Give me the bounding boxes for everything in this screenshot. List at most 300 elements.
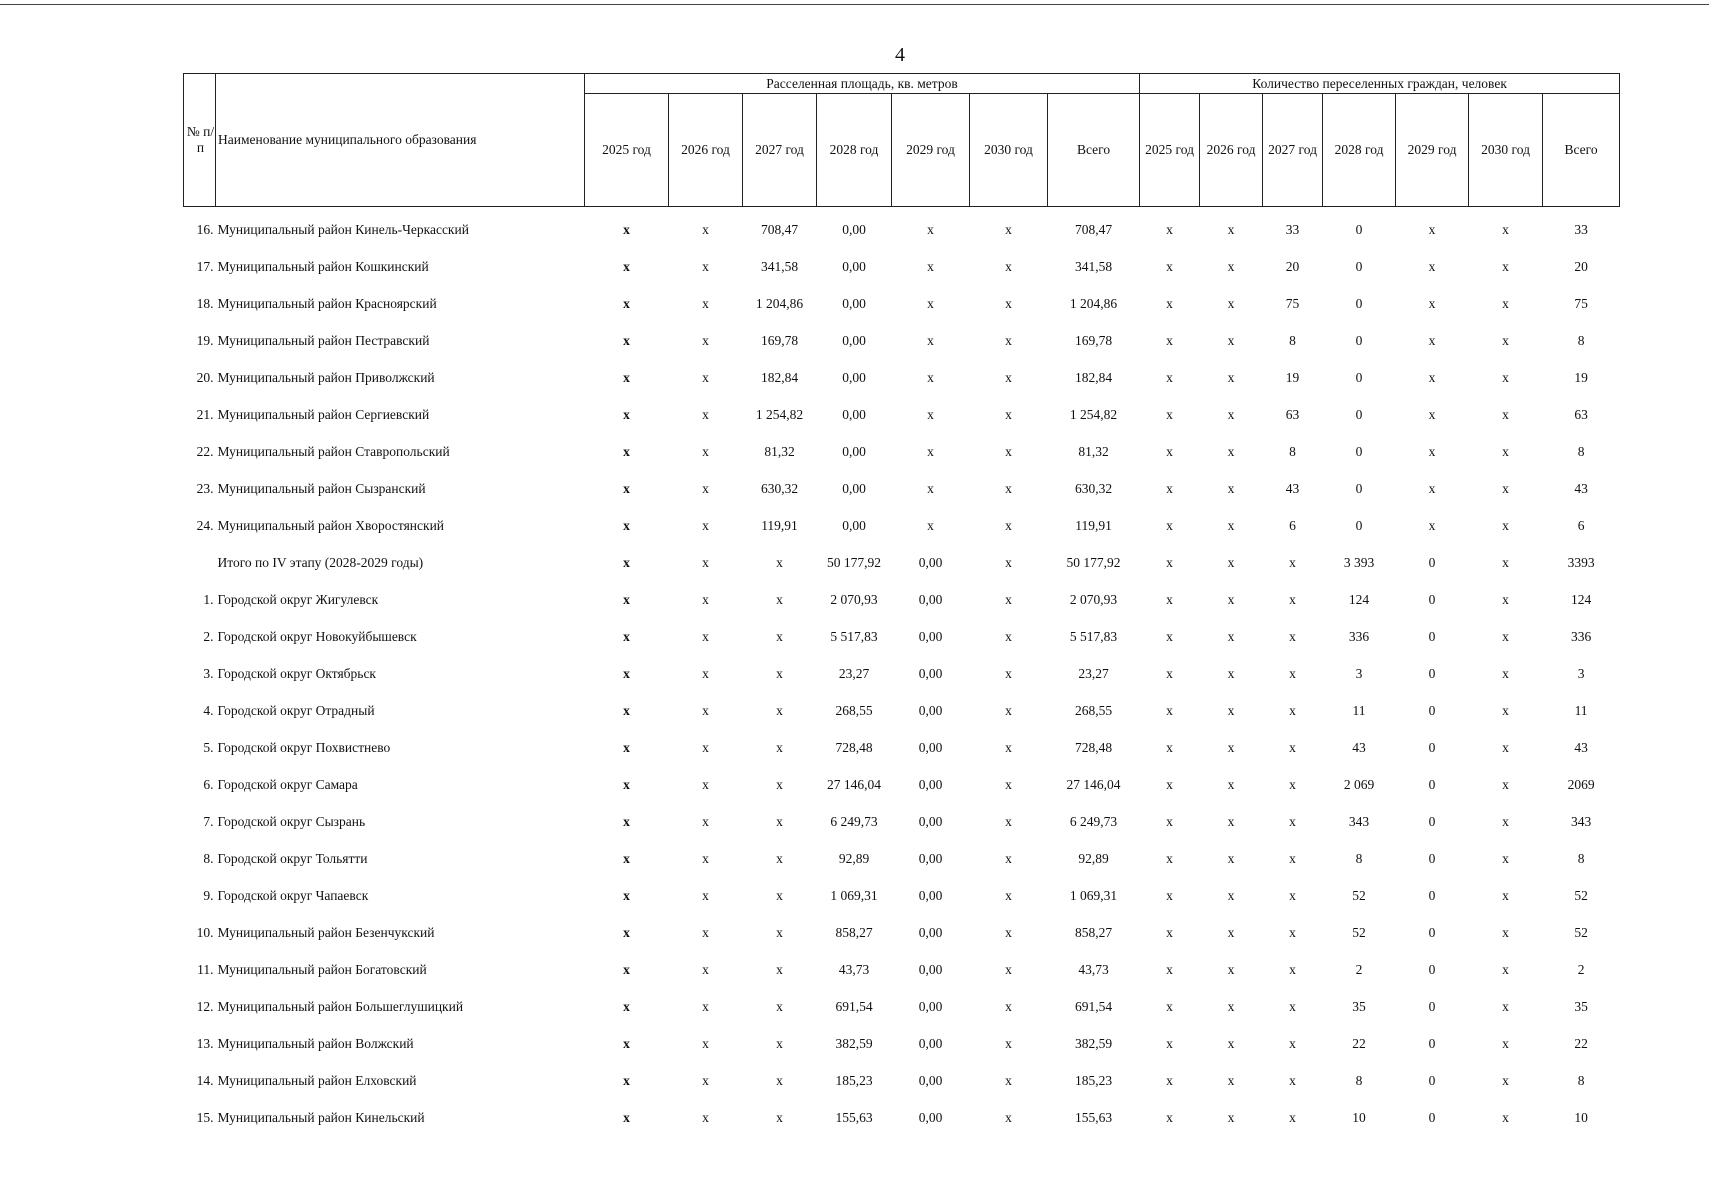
area-cell: x: [623, 850, 630, 866]
people-cell: x: [1502, 1072, 1509, 1088]
people-cell: x: [1502, 591, 1509, 607]
people-cell: x: [1289, 998, 1296, 1014]
people-cell: 8: [1289, 332, 1296, 348]
area-cell: 0,00: [918, 554, 943, 570]
area-cell: 2 070,93: [830, 591, 878, 607]
people-cell: x: [1289, 924, 1296, 940]
area-cell: x: [702, 961, 709, 977]
row-number: 14.: [196, 1072, 214, 1088]
row-name: Городской округ Жигулевск: [217, 591, 379, 607]
area-cell: x: [623, 665, 630, 681]
people-cell: x: [1166, 813, 1173, 829]
area-cell: 630,32: [760, 480, 799, 496]
row-name: Городской округ Октябрьск: [217, 665, 376, 681]
table-header: [184, 74, 1620, 207]
people-cell: x: [1166, 517, 1173, 533]
area-cell: 0,00: [842, 258, 866, 274]
people-cell: 0: [1355, 295, 1363, 311]
people-cell: x: [1227, 1109, 1235, 1125]
area-total-cell: 268,55: [1074, 702, 1113, 718]
row-name: Муниципальный район Сергиевский: [217, 406, 430, 422]
people-total-cell: 43: [1574, 480, 1588, 496]
area-cell: x: [702, 887, 709, 903]
area-cell: 0,00: [842, 517, 866, 533]
area-cell: x: [927, 443, 934, 459]
area-cell: x: [776, 887, 783, 903]
people-cell: x: [1502, 887, 1509, 903]
area-cell: x: [702, 554, 709, 570]
row-name: Муниципальный район Безенчукский: [217, 924, 435, 940]
table-row: [184, 729, 1620, 766]
table-row: [184, 1099, 1620, 1136]
area-cell: 708,47: [760, 221, 799, 237]
area-cell: x: [776, 850, 783, 866]
area-cell: 0,00: [918, 665, 943, 681]
people-cell: x: [1227, 924, 1235, 940]
top-border-line: [0, 4, 1709, 5]
people-cell: 11: [1352, 702, 1366, 718]
area-cell: 0,00: [918, 591, 943, 607]
area-total-cell: 630,32: [1074, 480, 1113, 496]
area-cell: x: [1005, 998, 1012, 1014]
people-cell: x: [1166, 961, 1173, 977]
area-cell: 43,73: [838, 961, 870, 977]
area-cell: x: [1005, 628, 1012, 644]
area-cell: x: [623, 924, 630, 940]
area-cell: 0,00: [918, 1109, 943, 1125]
people-total-cell: 52: [1574, 924, 1588, 940]
row-number: 21.: [196, 406, 214, 422]
area-total-cell: 2 070,93: [1069, 591, 1118, 607]
people-cell: x: [1502, 406, 1509, 422]
people-cell: 0: [1428, 924, 1436, 940]
people-cell: x: [1227, 850, 1235, 866]
row-name: Муниципальный район Большеглушицкий: [217, 998, 464, 1014]
header-people-year: 2028 год: [1323, 94, 1396, 207]
table-row: [184, 840, 1620, 877]
area-cell: x: [776, 739, 783, 755]
row-name: Муниципальный район Пестравский: [217, 332, 430, 348]
table-row: [184, 207, 1620, 249]
table-row: [184, 285, 1620, 322]
table-row: [184, 1025, 1620, 1062]
area-cell: x: [1005, 961, 1012, 977]
area-cell: x: [927, 406, 934, 422]
people-cell: x: [1502, 517, 1509, 533]
row-number: 20.: [196, 369, 214, 385]
people-cell: 343: [1348, 813, 1370, 829]
people-cell: x: [1227, 591, 1235, 607]
table-row: [184, 581, 1620, 618]
area-cell: x: [702, 480, 709, 496]
people-cell: x: [1227, 776, 1235, 792]
people-cell: x: [1166, 665, 1173, 681]
header-people-year: 2025 год: [1140, 94, 1200, 207]
area-cell: 0,00: [918, 998, 943, 1014]
row-number: 9.: [203, 887, 214, 903]
area-cell: x: [1005, 221, 1012, 237]
area-cell: x: [702, 1072, 709, 1088]
area-cell: x: [623, 1035, 630, 1051]
area-cell: x: [1005, 776, 1012, 792]
people-cell: 6: [1289, 517, 1296, 533]
area-cell: 6 249,73: [830, 813, 878, 829]
area-cell: x: [776, 776, 783, 792]
people-cell: x: [1289, 887, 1296, 903]
area-cell: 0,00: [842, 406, 866, 422]
row-name: Итого по IV этапу (2028-2029 годы): [217, 554, 424, 570]
area-cell: x: [927, 258, 934, 274]
area-total-cell: 23,27: [1078, 665, 1109, 681]
people-cell: x: [1227, 739, 1235, 755]
area-total-cell: 119,91: [1075, 517, 1112, 533]
row-name: Городской округ Чапаевск: [217, 887, 369, 903]
area-cell: 341,58: [760, 258, 799, 274]
people-cell: 0: [1428, 739, 1436, 755]
area-cell: 382,59: [835, 1035, 873, 1051]
people-cell: 63: [1285, 406, 1300, 422]
people-cell: 19: [1285, 369, 1300, 385]
people-cell: x: [1166, 1109, 1173, 1125]
people-cell: x: [1227, 258, 1235, 274]
people-cell: 0: [1428, 887, 1436, 903]
people-cell: x: [1227, 702, 1235, 718]
area-cell: 185,23: [835, 1072, 873, 1088]
row-number: 2.: [203, 628, 214, 644]
people-cell: x: [1502, 665, 1509, 681]
people-cell: x: [1502, 924, 1509, 940]
area-total-cell: 1 254,82: [1069, 406, 1118, 422]
people-cell: x: [1428, 332, 1436, 348]
row-number: 1.: [203, 591, 214, 607]
row-name: Городской округ Тольятти: [217, 850, 368, 866]
area-cell: x: [776, 702, 783, 718]
area-cell: 5 517,83: [830, 628, 878, 644]
area-cell: x: [623, 739, 630, 755]
people-cell: 0: [1428, 1109, 1436, 1125]
people-cell: 0: [1428, 628, 1436, 644]
area-cell: x: [623, 332, 630, 348]
people-cell: x: [1166, 628, 1173, 644]
area-cell: 858,27: [835, 924, 873, 940]
row-number: 8.: [203, 850, 214, 866]
area-cell: 1 069,31: [830, 887, 878, 903]
people-cell: x: [1502, 443, 1509, 459]
area-total-cell: 728,48: [1074, 739, 1113, 755]
area-cell: x: [776, 554, 783, 570]
people-total-cell: 63: [1574, 406, 1588, 422]
people-cell: x: [1502, 776, 1509, 792]
area-cell: x: [702, 776, 709, 792]
people-cell: x: [1166, 1035, 1173, 1051]
row-number: 17.: [196, 258, 214, 274]
area-total-cell: 1 069,31: [1069, 887, 1118, 903]
people-cell: 0: [1355, 369, 1363, 385]
area-cell: x: [702, 924, 709, 940]
area-cell: 0,00: [918, 1035, 943, 1051]
people-cell: x: [1502, 295, 1509, 311]
table-row: [184, 988, 1620, 1025]
area-cell: 0,00: [918, 961, 943, 977]
area-cell: x: [623, 1109, 630, 1125]
header-people-year: 2027 год: [1263, 94, 1323, 207]
people-total-cell: 22: [1574, 1035, 1588, 1051]
people-total-cell: 6: [1577, 517, 1585, 533]
people-cell: 0: [1355, 258, 1363, 274]
area-cell: x: [623, 258, 630, 274]
area-cell: 728,48: [835, 739, 873, 755]
table-row: [184, 359, 1620, 396]
people-cell: x: [1428, 295, 1436, 311]
people-cell: x: [1227, 406, 1235, 422]
people-cell: x: [1289, 591, 1296, 607]
row-name: Муниципальный район Богатовский: [217, 961, 427, 977]
header-area-year: 2030 год: [970, 94, 1048, 207]
header-area-year: 2025 год: [585, 94, 669, 207]
table-row: [184, 655, 1620, 692]
area-cell: x: [1005, 258, 1012, 274]
people-cell: x: [1289, 665, 1296, 681]
area-cell: 182,84: [760, 369, 799, 385]
people-cell: x: [1166, 887, 1173, 903]
people-cell: x: [1289, 961, 1296, 977]
area-cell: 1 254,82: [755, 406, 804, 422]
area-cell: x: [1005, 924, 1012, 940]
people-cell: x: [1502, 739, 1509, 755]
area-cell: x: [623, 443, 630, 459]
people-cell: x: [1227, 480, 1235, 496]
row-number: 10.: [196, 924, 214, 940]
people-total-cell: 336: [1570, 628, 1592, 644]
table-row: [184, 248, 1620, 285]
people-cell: 10: [1352, 1109, 1366, 1125]
people-total-cell: 35: [1574, 998, 1588, 1014]
area-cell: x: [776, 1035, 783, 1051]
people-total-cell: 343: [1570, 813, 1592, 829]
area-cell: x: [623, 591, 630, 607]
area-cell: x: [702, 665, 709, 681]
row-number: 12.: [196, 998, 214, 1014]
area-cell: x: [623, 517, 630, 533]
people-cell: x: [1166, 443, 1173, 459]
people-cell: x: [1227, 369, 1235, 385]
people-cell: 0: [1428, 961, 1436, 977]
people-cell: 8: [1289, 443, 1296, 459]
people-cell: x: [1502, 480, 1509, 496]
row-number: 7.: [203, 813, 214, 829]
people-total-cell: 124: [1570, 591, 1592, 607]
people-cell: x: [1289, 702, 1296, 718]
people-cell: x: [1166, 739, 1173, 755]
area-cell: x: [776, 924, 783, 940]
people-cell: x: [1166, 258, 1173, 274]
row-name: Муниципальный район Сызранский: [217, 480, 426, 496]
table-body: [184, 207, 1620, 1137]
table-row: [184, 618, 1620, 655]
area-cell: x: [702, 998, 709, 1014]
people-cell: x: [1428, 221, 1436, 237]
area-cell: x: [1005, 702, 1012, 718]
area-cell: x: [776, 628, 783, 644]
people-cell: x: [1502, 628, 1509, 644]
area-cell: x: [1005, 591, 1012, 607]
people-total-cell: 10: [1574, 1109, 1588, 1125]
area-total-cell: 382,59: [1074, 1035, 1113, 1051]
area-cell: 0,00: [842, 332, 866, 348]
area-cell: x: [702, 332, 709, 348]
area-cell: x: [1005, 517, 1012, 533]
table-row: [184, 951, 1620, 988]
people-cell: x: [1227, 332, 1235, 348]
table-row: [184, 470, 1620, 507]
table-row: [184, 396, 1620, 433]
area-cell: 0,00: [918, 1072, 943, 1088]
area-cell: x: [776, 998, 783, 1014]
people-cell: 43: [1285, 480, 1300, 496]
people-cell: x: [1502, 813, 1509, 829]
area-total-cell: 185,23: [1074, 1072, 1113, 1088]
table-row: [184, 507, 1620, 544]
area-cell: 0,00: [842, 369, 866, 385]
area-cell: x: [1005, 406, 1012, 422]
area-cell: x: [702, 1035, 709, 1051]
area-cell: x: [776, 1109, 783, 1125]
row-name: Муниципальный район Красноярский: [217, 295, 437, 311]
people-cell: x: [1166, 295, 1173, 311]
area-total-cell: 81,32: [1078, 443, 1109, 459]
area-cell: x: [623, 813, 630, 829]
area-cell: x: [927, 332, 934, 348]
people-cell: x: [1166, 332, 1173, 348]
people-cell: x: [1289, 776, 1296, 792]
area-total-cell: 691,54: [1074, 998, 1113, 1014]
area-total-cell: 858,27: [1074, 924, 1113, 940]
area-cell: x: [1005, 739, 1012, 755]
people-cell: x: [1289, 1109, 1296, 1125]
resettlement-table: [183, 73, 1620, 1136]
people-total-cell: 33: [1574, 221, 1588, 237]
header-area-year: 2026 год: [669, 94, 743, 207]
row-number: 22.: [196, 443, 214, 459]
header-area-year: 2029 год: [892, 94, 970, 207]
people-cell: 124: [1348, 591, 1370, 607]
people-cell: x: [1227, 443, 1235, 459]
people-cell: x: [1166, 776, 1173, 792]
people-cell: 8: [1355, 850, 1363, 866]
people-cell: 0: [1355, 443, 1363, 459]
people-cell: x: [1166, 1072, 1173, 1088]
area-total-cell: 708,47: [1074, 221, 1113, 237]
people-cell: x: [1227, 1035, 1235, 1051]
area-cell: x: [776, 665, 783, 681]
row-number: 11.: [197, 961, 214, 977]
table-row: [184, 433, 1620, 470]
area-cell: x: [623, 776, 630, 792]
people-total-cell: 11: [1574, 702, 1588, 718]
area-cell: x: [1005, 1109, 1012, 1125]
header-people-year: 2026 год: [1200, 94, 1263, 207]
row-number: 3.: [203, 665, 214, 681]
people-cell: x: [1227, 628, 1235, 644]
people-cell: x: [1166, 480, 1173, 496]
area-total-cell: 50 177,92: [1066, 554, 1121, 570]
area-cell: x: [702, 221, 709, 237]
people-cell: x: [1166, 998, 1173, 1014]
people-cell: 0: [1428, 591, 1436, 607]
row-name: Муниципальный район Волжский: [217, 1035, 414, 1051]
area-cell: x: [623, 628, 630, 644]
area-cell: 0,00: [918, 628, 943, 644]
people-cell: 0: [1428, 554, 1436, 570]
people-total-cell: 43: [1574, 739, 1588, 755]
row-number: 15.: [196, 1109, 214, 1125]
people-cell: x: [1428, 480, 1436, 496]
area-cell: 0,00: [918, 924, 943, 940]
area-cell: x: [1005, 1072, 1012, 1088]
table-row: [184, 322, 1620, 359]
table-row: [184, 692, 1620, 729]
people-total-cell: 20: [1574, 258, 1588, 274]
people-cell: x: [1227, 665, 1235, 681]
area-cell: x: [702, 258, 709, 274]
row-number: 19.: [196, 332, 214, 348]
people-cell: x: [1502, 332, 1509, 348]
people-cell: 0: [1355, 480, 1363, 496]
area-cell: 92,89: [838, 850, 870, 866]
people-total-cell: 8: [1577, 443, 1585, 459]
header-people-total: Всего: [1543, 94, 1620, 207]
area-cell: x: [927, 369, 934, 385]
people-total-cell: 3393: [1567, 554, 1595, 570]
row-name: Муниципальный район Кошкинский: [217, 258, 429, 274]
area-total-cell: 169,78: [1074, 332, 1113, 348]
area-cell: x: [623, 554, 630, 570]
area-cell: x: [702, 850, 709, 866]
people-cell: 0: [1428, 1072, 1436, 1088]
row-number: 5.: [203, 739, 214, 755]
row-number: 4.: [203, 702, 214, 718]
row-name: Муниципальный район Хворостянский: [217, 517, 445, 533]
people-cell: 2: [1355, 961, 1363, 977]
people-cell: x: [1428, 258, 1436, 274]
people-total-cell: 19: [1574, 369, 1588, 385]
area-cell: x: [623, 1072, 630, 1088]
people-cell: x: [1289, 628, 1296, 644]
area-cell: 23,27: [838, 665, 870, 681]
people-cell: x: [1502, 554, 1509, 570]
people-cell: x: [1502, 1035, 1509, 1051]
area-cell: x: [702, 517, 709, 533]
page-number: 4: [895, 44, 905, 66]
area-cell: 50 177,92: [827, 554, 881, 570]
row-name: Городской округ Новокуйбышевск: [217, 628, 417, 644]
area-total-cell: 341,58: [1074, 258, 1113, 274]
area-cell: x: [623, 887, 630, 903]
area-cell: x: [1005, 369, 1012, 385]
area-cell: 81,32: [764, 443, 795, 459]
people-cell: 0: [1428, 702, 1436, 718]
row-number: 18.: [196, 295, 214, 311]
area-cell: 169,78: [760, 332, 799, 348]
row-name: Муниципальный район Кинельский: [217, 1109, 425, 1125]
area-cell: x: [1005, 850, 1012, 866]
area-cell: x: [702, 443, 709, 459]
row-name: Муниципальный район Ставропольский: [217, 443, 450, 459]
people-cell: 43: [1352, 739, 1366, 755]
people-cell: 52: [1352, 924, 1366, 940]
people-cell: 0: [1428, 813, 1436, 829]
row-name: Городской округ Самара: [217, 776, 358, 792]
